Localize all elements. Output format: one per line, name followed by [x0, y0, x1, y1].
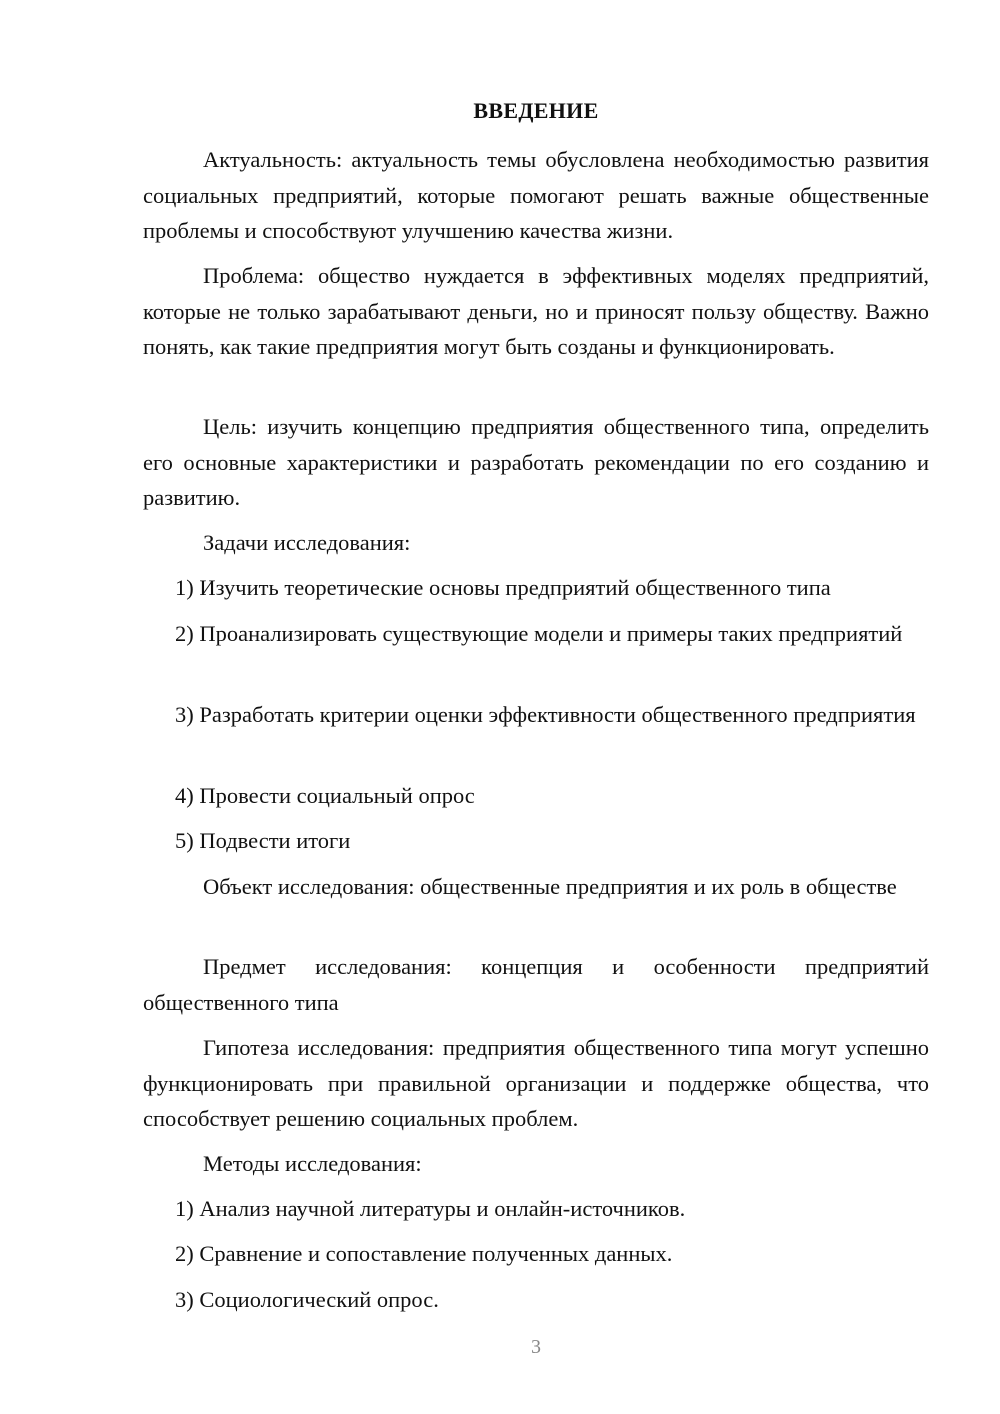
- page-title: ВВЕДЕНИЕ: [473, 98, 599, 123]
- problem-paragraph: Проблема: общество нуждается в эффективных моделях предприятий, которые не только зарабатывают деньги, но и приносят пользу обществу. Важно понять, как такие предприятия могут быть созданы и функционировать.: [143, 263, 929, 359]
- method-item: 1) Анализ научной литературы и онлайн-источников.: [175, 1196, 686, 1221]
- method-item: 3) Социологический опрос.: [175, 1287, 439, 1312]
- goal-paragraph: Цель: изучить концепцию предприятия общественного типа, определить его основные характеристики и разработать рекомендации по его созданию и развитию.: [143, 414, 929, 510]
- hypothesis-paragraph: Гипотеза исследования: предприятия общественного типа могут успешно функционировать при правильной организации и поддержке общества, что способствует решению социальных проблем.: [143, 1035, 929, 1131]
- task-item: 1) Изучить теоретические основы предприятий общественного типа: [175, 575, 831, 600]
- object-paragraph: Объект исследования: общественные предприятия и их роль в обществе: [203, 874, 897, 899]
- task-item: 3) Разработать критерии оценки эффективности общественного предприятия: [175, 702, 916, 727]
- page-number: 3: [531, 1336, 541, 1358]
- task-item: 2) Проанализировать существующие модели и примеры таких предприятий: [175, 621, 903, 646]
- method-item: 2) Сравнение и сопоставление полученных данных.: [175, 1241, 673, 1266]
- subject-paragraph: Предмет исследования: концепция и особенности предприятий общественного типа: [143, 954, 929, 1015]
- task-item: 5) Подвести итоги: [175, 828, 351, 853]
- relevance-paragraph: Актуальность: актуальность темы обусловлена необходимостью развития социальных предприятий, которые помогают решать важные общественные проблемы и способствуют улучшению качества жизни.: [143, 147, 929, 243]
- task-item: 4) Провести социальный опрос: [175, 783, 475, 808]
- tasks-heading: Задачи исследования:: [203, 530, 411, 555]
- methods-heading: Методы исследования:: [203, 1151, 422, 1176]
